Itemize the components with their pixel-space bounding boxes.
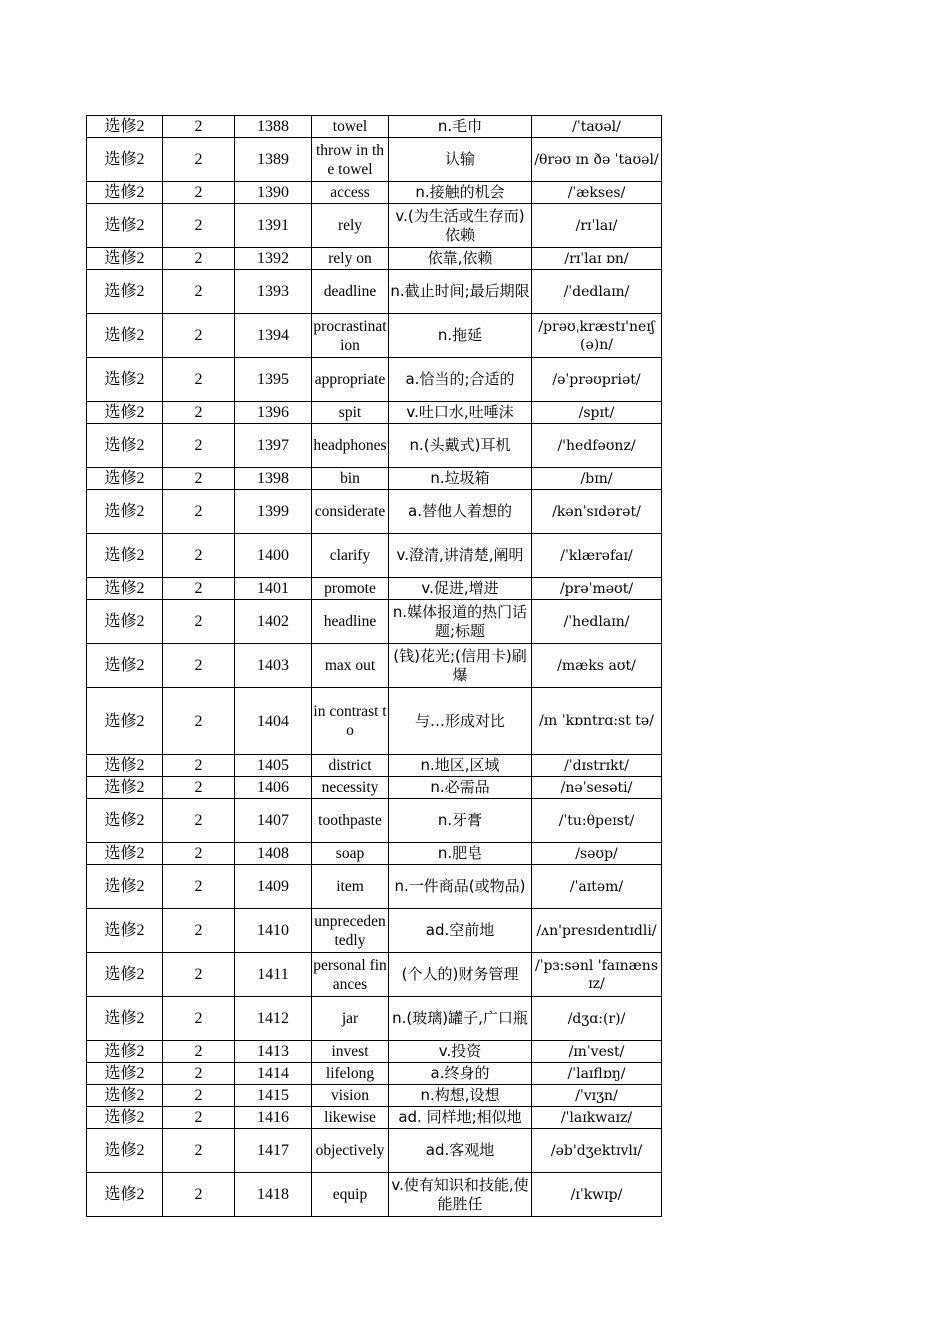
meaning-cell: (钱)花光;(信用卡)刷爆	[389, 644, 532, 688]
phonetic-cell: /ˈpɜ:sənl 'faɪnænsɪz/	[532, 953, 662, 997]
number-cell: 1396	[235, 402, 312, 424]
phonetic-cell: /prəʊˌkræstɪ'neɪʃ(ə)n/	[532, 314, 662, 358]
table-row	[87, 534, 662, 578]
meaning-cell: n.必需品	[389, 777, 532, 799]
word-cell: access	[312, 182, 389, 204]
word-cell: max out	[312, 644, 389, 688]
meaning-cell: a.替他人着想的	[389, 490, 532, 534]
number-cell: 1397	[235, 424, 312, 468]
word-cell: in contrast to	[312, 688, 389, 755]
table-row	[87, 843, 662, 865]
unit-cell: 2	[163, 534, 235, 578]
table-row	[87, 1107, 662, 1129]
number-cell: 1418	[235, 1173, 312, 1217]
number-cell: 1417	[235, 1129, 312, 1173]
number-cell: 1413	[235, 1041, 312, 1063]
meaning-cell: n.接触的机会	[389, 182, 532, 204]
number-cell: 1403	[235, 644, 312, 688]
table-row	[87, 799, 662, 843]
word-cell: vision	[312, 1085, 389, 1107]
table-row	[87, 578, 662, 600]
word-cell: considerate	[312, 490, 389, 534]
unit-cell: 2	[163, 600, 235, 644]
phonetic-cell: /ˈlaɪflɒŋ/	[532, 1063, 662, 1085]
table-row	[87, 997, 662, 1041]
book-cell: 选修2	[87, 1129, 163, 1173]
table-row	[87, 248, 662, 270]
unit-cell: 2	[163, 116, 235, 138]
number-cell: 1400	[235, 534, 312, 578]
book-cell: 选修2	[87, 490, 163, 534]
book-cell: 选修2	[87, 600, 163, 644]
meaning-cell: n.媒体报道的热门话题;标题	[389, 600, 532, 644]
book-cell: 选修2	[87, 1107, 163, 1129]
unit-cell: 2	[163, 688, 235, 755]
phonetic-cell: /'hedfəʊnz/	[532, 424, 662, 468]
number-cell: 1390	[235, 182, 312, 204]
table-row	[87, 402, 662, 424]
phonetic-cell: /ˈdedlaɪn/	[532, 270, 662, 314]
word-cell: objectively	[312, 1129, 389, 1173]
unit-cell: 2	[163, 1129, 235, 1173]
number-cell: 1411	[235, 953, 312, 997]
number-cell: 1398	[235, 468, 312, 490]
meaning-cell: v.澄清,讲清楚,阐明	[389, 534, 532, 578]
unit-cell: 2	[163, 909, 235, 953]
unit-cell: 2	[163, 843, 235, 865]
phonetic-cell: /ˈdɪstrɪkt/	[532, 755, 662, 777]
meaning-cell: v.使有知识和技能,使能胜任	[389, 1173, 532, 1217]
unit-cell: 2	[163, 138, 235, 182]
number-cell: 1407	[235, 799, 312, 843]
number-cell: 1393	[235, 270, 312, 314]
table-row	[87, 182, 662, 204]
book-cell: 选修2	[87, 1063, 163, 1085]
book-cell: 选修2	[87, 204, 163, 248]
table-row	[87, 777, 662, 799]
word-cell: unprecedentedly	[312, 909, 389, 953]
number-cell: 1394	[235, 314, 312, 358]
book-cell: 选修2	[87, 865, 163, 909]
meaning-cell: v.吐口水,吐唾沫	[389, 402, 532, 424]
phonetic-cell: /ˈtaʊəl/	[532, 116, 662, 138]
meaning-cell: a.恰当的;合适的	[389, 358, 532, 402]
word-cell: bin	[312, 468, 389, 490]
unit-cell: 2	[163, 1173, 235, 1217]
word-cell: promote	[312, 578, 389, 600]
phonetic-cell: /ˈvɪʒn/	[532, 1085, 662, 1107]
phonetic-cell: /ˈaɪtəm/	[532, 865, 662, 909]
vocabulary-table	[86, 115, 662, 1217]
table-row	[87, 468, 662, 490]
table-row	[87, 865, 662, 909]
book-cell: 选修2	[87, 138, 163, 182]
number-cell: 1408	[235, 843, 312, 865]
meaning-cell: n.一件商品(或物品)	[389, 865, 532, 909]
book-cell: 选修2	[87, 843, 163, 865]
unit-cell: 2	[163, 1063, 235, 1085]
number-cell: 1410	[235, 909, 312, 953]
word-cell: towel	[312, 116, 389, 138]
table-row	[87, 644, 662, 688]
book-cell: 选修2	[87, 248, 163, 270]
word-cell: lifelong	[312, 1063, 389, 1085]
unit-cell: 2	[163, 358, 235, 402]
phonetic-cell: /əˈprəʊpriət/	[532, 358, 662, 402]
book-cell: 选修2	[87, 1085, 163, 1107]
number-cell: 1391	[235, 204, 312, 248]
book-cell: 选修2	[87, 314, 163, 358]
number-cell: 1399	[235, 490, 312, 534]
number-cell: 1389	[235, 138, 312, 182]
unit-cell: 2	[163, 402, 235, 424]
word-cell: personal finances	[312, 953, 389, 997]
phonetic-cell: /ˈhedlaɪn/	[532, 600, 662, 644]
word-cell: rely	[312, 204, 389, 248]
book-cell: 选修2	[87, 953, 163, 997]
number-cell: 1401	[235, 578, 312, 600]
phonetic-cell: /spɪt/	[532, 402, 662, 424]
unit-cell: 2	[163, 865, 235, 909]
unit-cell: 2	[163, 578, 235, 600]
word-cell: deadline	[312, 270, 389, 314]
phonetic-cell: /ˈklærəfaɪ/	[532, 534, 662, 578]
book-cell: 选修2	[87, 578, 163, 600]
unit-cell: 2	[163, 204, 235, 248]
number-cell: 1388	[235, 116, 312, 138]
table-row	[87, 490, 662, 534]
unit-cell: 2	[163, 799, 235, 843]
word-cell: headline	[312, 600, 389, 644]
number-cell: 1405	[235, 755, 312, 777]
phonetic-cell: /kənˈsɪdərət/	[532, 490, 662, 534]
word-cell: district	[312, 755, 389, 777]
phonetic-cell: /rɪˈlaɪ/	[532, 204, 662, 248]
table-row	[87, 270, 662, 314]
number-cell: 1415	[235, 1085, 312, 1107]
unit-cell: 2	[163, 270, 235, 314]
word-cell: rely on	[312, 248, 389, 270]
book-cell: 选修2	[87, 688, 163, 755]
meaning-cell: a.终身的	[389, 1063, 532, 1085]
book-cell: 选修2	[87, 1041, 163, 1063]
unit-cell: 2	[163, 777, 235, 799]
phonetic-cell: /ˈækses/	[532, 182, 662, 204]
table-row	[87, 909, 662, 953]
unit-cell: 2	[163, 755, 235, 777]
book-cell: 选修2	[87, 909, 163, 953]
number-cell: 1412	[235, 997, 312, 1041]
table-row	[87, 755, 662, 777]
meaning-cell: v.促进,增进	[389, 578, 532, 600]
unit-cell: 2	[163, 468, 235, 490]
table-row	[87, 1085, 662, 1107]
phonetic-cell: /ɪˈkwɪp/	[532, 1173, 662, 1217]
meaning-cell: (个人的)财务管理	[389, 953, 532, 997]
unit-cell: 2	[163, 314, 235, 358]
book-cell: 选修2	[87, 270, 163, 314]
number-cell: 1395	[235, 358, 312, 402]
phonetic-cell: /mæks aʊt/	[532, 644, 662, 688]
word-cell: toothpaste	[312, 799, 389, 843]
word-cell: headphones	[312, 424, 389, 468]
unit-cell: 2	[163, 248, 235, 270]
meaning-cell: n.地区,区域	[389, 755, 532, 777]
meaning-cell: ad.空前地	[389, 909, 532, 953]
book-cell: 选修2	[87, 534, 163, 578]
meaning-cell: v.(为生活或生存而)依赖	[389, 204, 532, 248]
table-row	[87, 1041, 662, 1063]
table-row	[87, 314, 662, 358]
meaning-cell: n.垃圾箱	[389, 468, 532, 490]
meaning-cell: 与…形成对比	[389, 688, 532, 755]
book-cell: 选修2	[87, 116, 163, 138]
number-cell: 1409	[235, 865, 312, 909]
table-row	[87, 424, 662, 468]
book-cell: 选修2	[87, 182, 163, 204]
meaning-cell: n.截止时间;最后期限	[389, 270, 532, 314]
unit-cell: 2	[163, 182, 235, 204]
table-row	[87, 1173, 662, 1217]
phonetic-cell: /nəˈsesəti/	[532, 777, 662, 799]
number-cell: 1414	[235, 1063, 312, 1085]
table-row	[87, 358, 662, 402]
number-cell: 1416	[235, 1107, 312, 1129]
table-row	[87, 138, 662, 182]
phonetic-cell: /θrəʊ ɪn ðə ˈtaʊəl/	[532, 138, 662, 182]
book-cell: 选修2	[87, 777, 163, 799]
phonetic-cell: /ˈtu:θpeɪst/	[532, 799, 662, 843]
meaning-cell: n.肥皂	[389, 843, 532, 865]
phonetic-cell: /rɪˈlaɪ ɒn/	[532, 248, 662, 270]
word-cell: clarify	[312, 534, 389, 578]
word-cell: item	[312, 865, 389, 909]
meaning-cell: n.毛巾	[389, 116, 532, 138]
phonetic-cell: /prəˈməʊt/	[532, 578, 662, 600]
meaning-cell: 认输	[389, 138, 532, 182]
word-cell: procrastination	[312, 314, 389, 358]
meaning-cell: n.拖延	[389, 314, 532, 358]
vocabulary-table-body	[87, 116, 662, 1217]
word-cell: necessity	[312, 777, 389, 799]
book-cell: 选修2	[87, 755, 163, 777]
word-cell: appropriate	[312, 358, 389, 402]
unit-cell: 2	[163, 490, 235, 534]
meaning-cell: ad.客观地	[389, 1129, 532, 1173]
word-cell: equip	[312, 1173, 389, 1217]
meaning-cell: v.投资	[389, 1041, 532, 1063]
word-cell: invest	[312, 1041, 389, 1063]
table-row	[87, 953, 662, 997]
unit-cell: 2	[163, 644, 235, 688]
phonetic-cell: /ʌn'presɪdentɪdli/	[532, 909, 662, 953]
unit-cell: 2	[163, 1107, 235, 1129]
word-cell: spit	[312, 402, 389, 424]
book-cell: 选修2	[87, 644, 163, 688]
meaning-cell: ad. 同样地;相似地	[389, 1107, 532, 1129]
word-cell: jar	[312, 997, 389, 1041]
table-row	[87, 116, 662, 138]
book-cell: 选修2	[87, 424, 163, 468]
table-row	[87, 600, 662, 644]
number-cell: 1392	[235, 248, 312, 270]
book-cell: 选修2	[87, 799, 163, 843]
book-cell: 选修2	[87, 468, 163, 490]
unit-cell: 2	[163, 424, 235, 468]
unit-cell: 2	[163, 1085, 235, 1107]
table-row	[87, 1129, 662, 1173]
meaning-cell: n.(玻璃)罐子,广口瓶	[389, 997, 532, 1041]
table-row	[87, 204, 662, 248]
phonetic-cell: /ɪnˈvest/	[532, 1041, 662, 1063]
unit-cell: 2	[163, 1041, 235, 1063]
meaning-cell: n.(头戴式)耳机	[389, 424, 532, 468]
number-cell: 1406	[235, 777, 312, 799]
word-cell: throw in the towel	[312, 138, 389, 182]
table-row	[87, 688, 662, 755]
number-cell: 1402	[235, 600, 312, 644]
phonetic-cell: /dʒɑ:(r)/	[532, 997, 662, 1041]
phonetic-cell: /bɪn/	[532, 468, 662, 490]
table-row	[87, 1063, 662, 1085]
phonetic-cell: /ɪn ˈkɒntrɑ:st tə/	[532, 688, 662, 755]
meaning-cell: 依靠,依赖	[389, 248, 532, 270]
unit-cell: 2	[163, 953, 235, 997]
book-cell: 选修2	[87, 1173, 163, 1217]
phonetic-cell: /ˈlaɪkwaɪz/	[532, 1107, 662, 1129]
word-cell: likewise	[312, 1107, 389, 1129]
phonetic-cell: /səʊp/	[532, 843, 662, 865]
meaning-cell: n.构想,设想	[389, 1085, 532, 1107]
book-cell: 选修2	[87, 997, 163, 1041]
unit-cell: 2	[163, 997, 235, 1041]
number-cell: 1404	[235, 688, 312, 755]
book-cell: 选修2	[87, 402, 163, 424]
book-cell: 选修2	[87, 358, 163, 402]
meaning-cell: n.牙膏	[389, 799, 532, 843]
phonetic-cell: /əb'dʒektɪvlɪ/	[532, 1129, 662, 1173]
word-cell: soap	[312, 843, 389, 865]
